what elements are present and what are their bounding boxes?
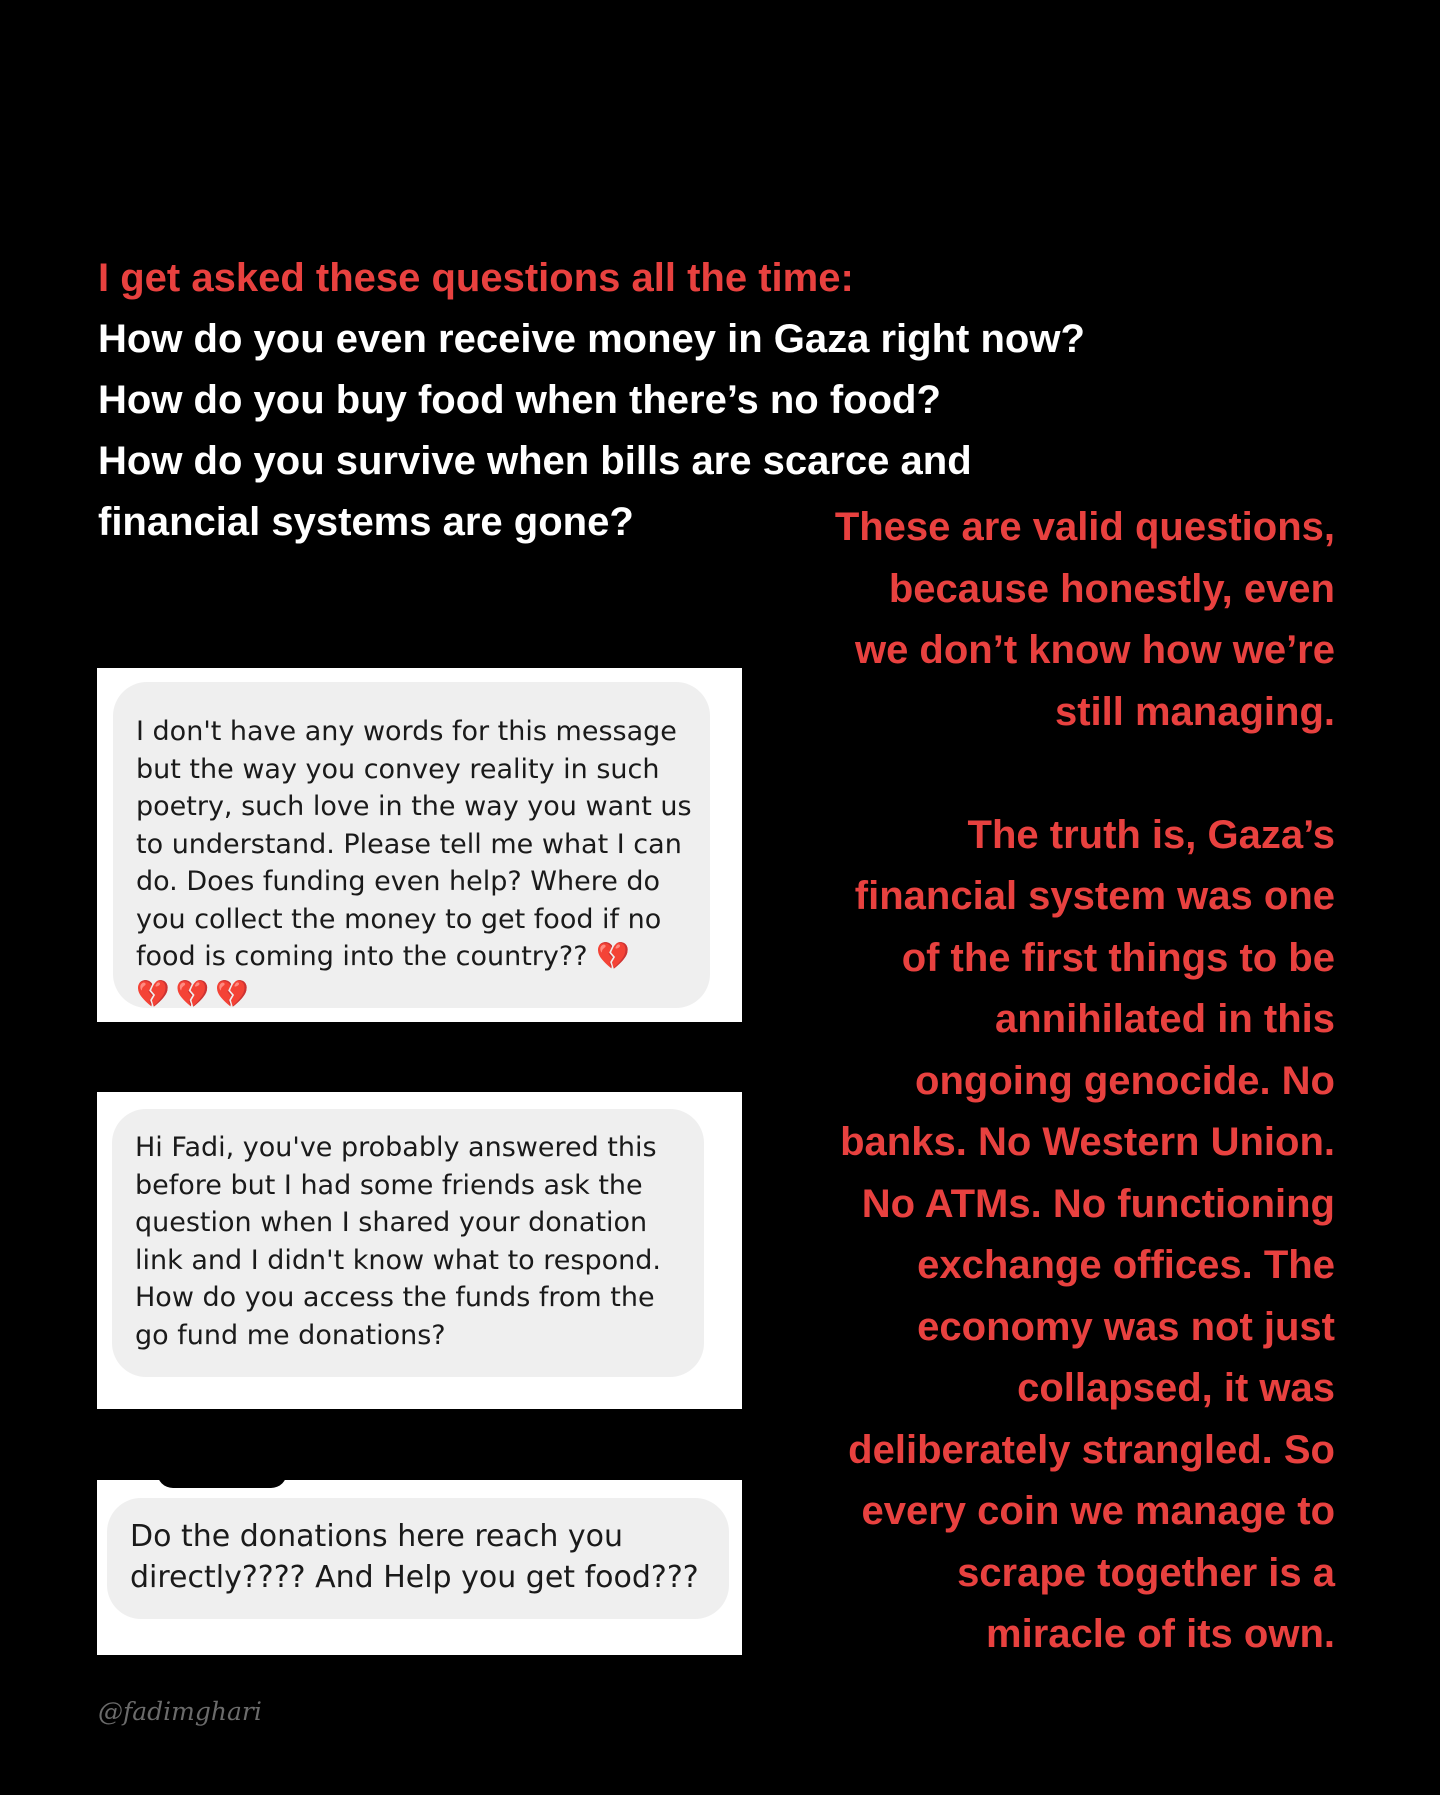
reply-line: of the first things to be [901, 935, 1335, 980]
reply-line: every coin we manage to [861, 1489, 1335, 1533]
reply-line: financial system was one [854, 874, 1335, 918]
message-line: before but I had some friends ask the [135, 1169, 643, 1201]
message-screenshot-1 [97, 668, 742, 1022]
reply-line: miracle of its own. [986, 1612, 1335, 1656]
intro-question: How do you buy food when there’s no food? [98, 378, 941, 422]
message-line: Hi Fadi, you've probably answered this [135, 1132, 657, 1163]
message-bubble [112, 1109, 704, 1377]
intro-question: financial systems are gone? [98, 500, 634, 544]
message-line: question when I shared your donation [135, 1207, 648, 1238]
reply-line: collapsed, it was [1017, 1366, 1335, 1410]
reply-line: scrape together is a [957, 1550, 1335, 1595]
reply-line: The truth is, Gaza’s [967, 812, 1335, 857]
reply-line: exchange offices. The [917, 1243, 1335, 1287]
message-line: food is coming into the country?? [136, 941, 588, 972]
message-line: but the way you convey reality in such [136, 753, 660, 785]
reply-line: These are valid questions, [834, 505, 1335, 549]
message-line: directly???? And Help you get food??? [130, 1560, 699, 1595]
broken-heart-icon: 💔 [596, 941, 630, 972]
message-screenshot-3 [97, 1480, 742, 1655]
author-handle: @fadimghari [98, 1697, 262, 1726]
reply-line: banks. No Western Union. [840, 1120, 1335, 1164]
paragraph-gap [695, 743, 1335, 805]
intro-question: How do you survive when bills are scarce and [98, 439, 972, 483]
message-line: I don't have any words for this message [136, 716, 677, 747]
intro-question: How do you even receive money in Gaza right now? [98, 317, 1085, 361]
message-line: to understand. Please tell me what I can [136, 828, 682, 860]
message-line: poetry, such love in the way you want us [136, 791, 692, 822]
reply-line: deliberately strangled. So [848, 1427, 1335, 1472]
reply-line: economy was not just [917, 1304, 1335, 1349]
reply-line: still managing. [1054, 689, 1335, 734]
reply-line: ongoing genocide. No [915, 1058, 1335, 1103]
message-line: you collect the money to get food if no [136, 903, 662, 935]
intro-lead: I get asked these questions all the time: [98, 256, 854, 300]
message-line: How do you access the funds from the [135, 1282, 655, 1313]
reply-text [695, 497, 1335, 1666]
message-line: Do the donations here reach you [130, 1519, 624, 1554]
message-line: go fund me donations? [135, 1319, 446, 1351]
message-screenshot-2 [97, 1092, 742, 1409]
message-line: link and I didn't know what to respond. [135, 1244, 661, 1276]
message-bubble [107, 1498, 729, 1619]
reply-line: we don’t know how we’re [854, 628, 1335, 672]
message-bubble [113, 682, 710, 1008]
reply-line: No ATMs. No functioning [861, 1181, 1335, 1226]
message-line: do. Does funding even help? Where do [136, 866, 661, 897]
reply-line: annihilated in this [994, 997, 1335, 1041]
cropped-avatar-edge [157, 1472, 287, 1488]
reply-line: because honestly, even [888, 566, 1335, 611]
broken-heart-icon-row: 💔💔💔 [136, 978, 255, 1010]
